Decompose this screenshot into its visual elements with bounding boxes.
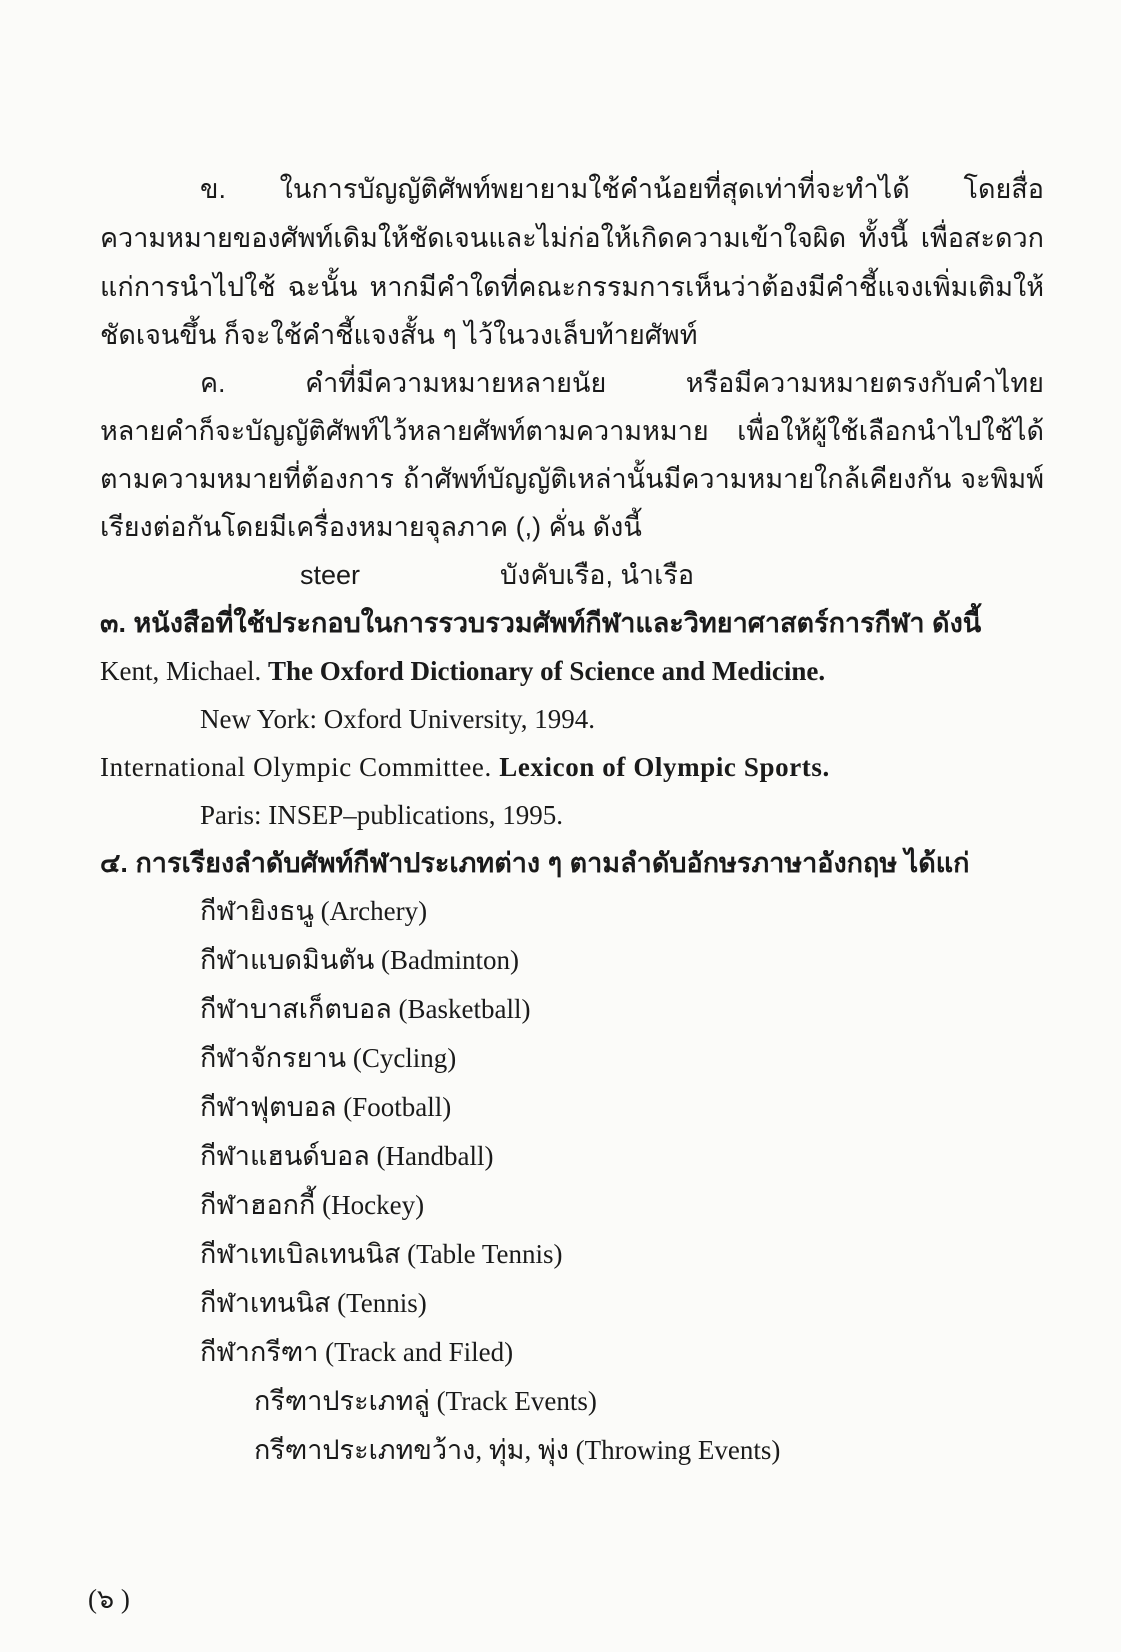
sport-item: กีฬาฮอกกี้ (Hockey) xyxy=(200,1190,425,1220)
section3-heading: ๓. หนังสือที่ใช้ประกอบในการรวบรวมศัพท์กีฬาและวิทยาศาสตร์การกีฬา ดังนี้ xyxy=(100,608,982,638)
paragraph-kho2-line-4: เรียงต่อกันโดยมีเครื่องหมายจุลภาค (,) คั่น ดังนี้ xyxy=(100,512,642,542)
sport-item: กีฬาเทเบิลเทนนิส (Table Tennis) xyxy=(200,1239,563,1269)
sport-item: กีฬาแบดมินตัน (Badminton) xyxy=(200,945,520,975)
sport-item: กีฬากรีฑา (Track and Filed) xyxy=(200,1337,514,1367)
reference-2-title: Lexicon of Olympic Sports. xyxy=(499,752,830,782)
sport-item: กีฬาบาสเก็ตบอล (Basketball) xyxy=(200,994,531,1024)
sport-item: กีฬาเทนนิส (Tennis) xyxy=(200,1288,427,1318)
sport-item: กีฬายิงธนู (Archery) xyxy=(200,896,428,926)
paragraph-kho2-line-1: ค. คำที่มีความหมายหลายนัย หรือมีความหมายตรงกับคำไทย xyxy=(200,368,1044,398)
paragraph-kho-line-2: ความหมายของศัพท์เดิมให้ชัดเจนและไม่ก่อให้เกิดความเข้าใจผิด ทั้งนี้ เพื่อสะดวก xyxy=(100,223,1044,253)
reference-1 xyxy=(100,654,825,688)
paragraph-kho2-line-3: ตามความหมายที่ต้องการ ถ้าศัพท์บัญญัติเหล่านั้นมีความหมายใกล้เคียงกัน จะพิมพ์ xyxy=(100,464,1044,494)
reference-1-author: Kent, Michael. xyxy=(100,656,262,686)
reference-2 xyxy=(100,750,830,784)
paragraph-kho2-line-2: หลายคำก็จะบัญญัติศัพท์ไว้หลายศัพท์ตามความหมาย เพื่อให้ผู้ใช้เลือกนำไปใช้ได้ xyxy=(100,416,1044,446)
section4-heading: ๔. การเรียงลำดับศัพท์กีฬาประเภทต่าง ๆ ตามลำดับอักษรภาษาอังกฤษ ได้แก่ xyxy=(100,848,970,878)
subsport-item: กรีฑาประเภทขว้าง, ทุ่ม, พุ่ง (Throwing Events) xyxy=(254,1435,781,1465)
reference-1-publisher: New York: Oxford University, 1994. xyxy=(200,704,595,734)
page-number: (๖ ) xyxy=(88,1584,130,1614)
sport-item: กีฬาแฮนด์บอล (Handball) xyxy=(200,1141,494,1171)
paragraph-kho-line-3: แก่การนำไปใช้ ฉะนั้น หากมีคำใดที่คณะกรรมการเห็นว่าต้องมีคำชี้แจงเพิ่มเติมให้ xyxy=(100,272,1044,302)
subsport-item: กรีฑาประเภทลู่ (Track Events) xyxy=(254,1386,597,1416)
reference-1-title: The Oxford Dictionary of Science and Medicine. xyxy=(267,656,826,686)
reference-2-publisher: Paris: INSEP–publications, 1995. xyxy=(200,800,563,830)
example-term: steer xyxy=(300,560,361,590)
paragraph-kho-line-4: ชัดเจนขึ้น ก็จะใช้คำชี้แจงสั้น ๆ ไว้ในวงเล็บท้ายศัพท์ xyxy=(100,320,698,350)
reference-2-author: International Olympic Committee. xyxy=(100,752,492,782)
sport-item: กีฬาจักรยาน (Cycling) xyxy=(200,1043,457,1073)
sport-item: กีฬาฟุตบอล (Football) xyxy=(200,1092,452,1122)
paragraph-kho-line-1: ข. ในการบัญญัติศัพท์พยายามใช้คำน้อยที่สุดเท่าที่จะทำได้ โดยสื่อ xyxy=(200,174,1044,204)
example-translation: บังคับเรือ, นำเรือ xyxy=(500,560,695,590)
